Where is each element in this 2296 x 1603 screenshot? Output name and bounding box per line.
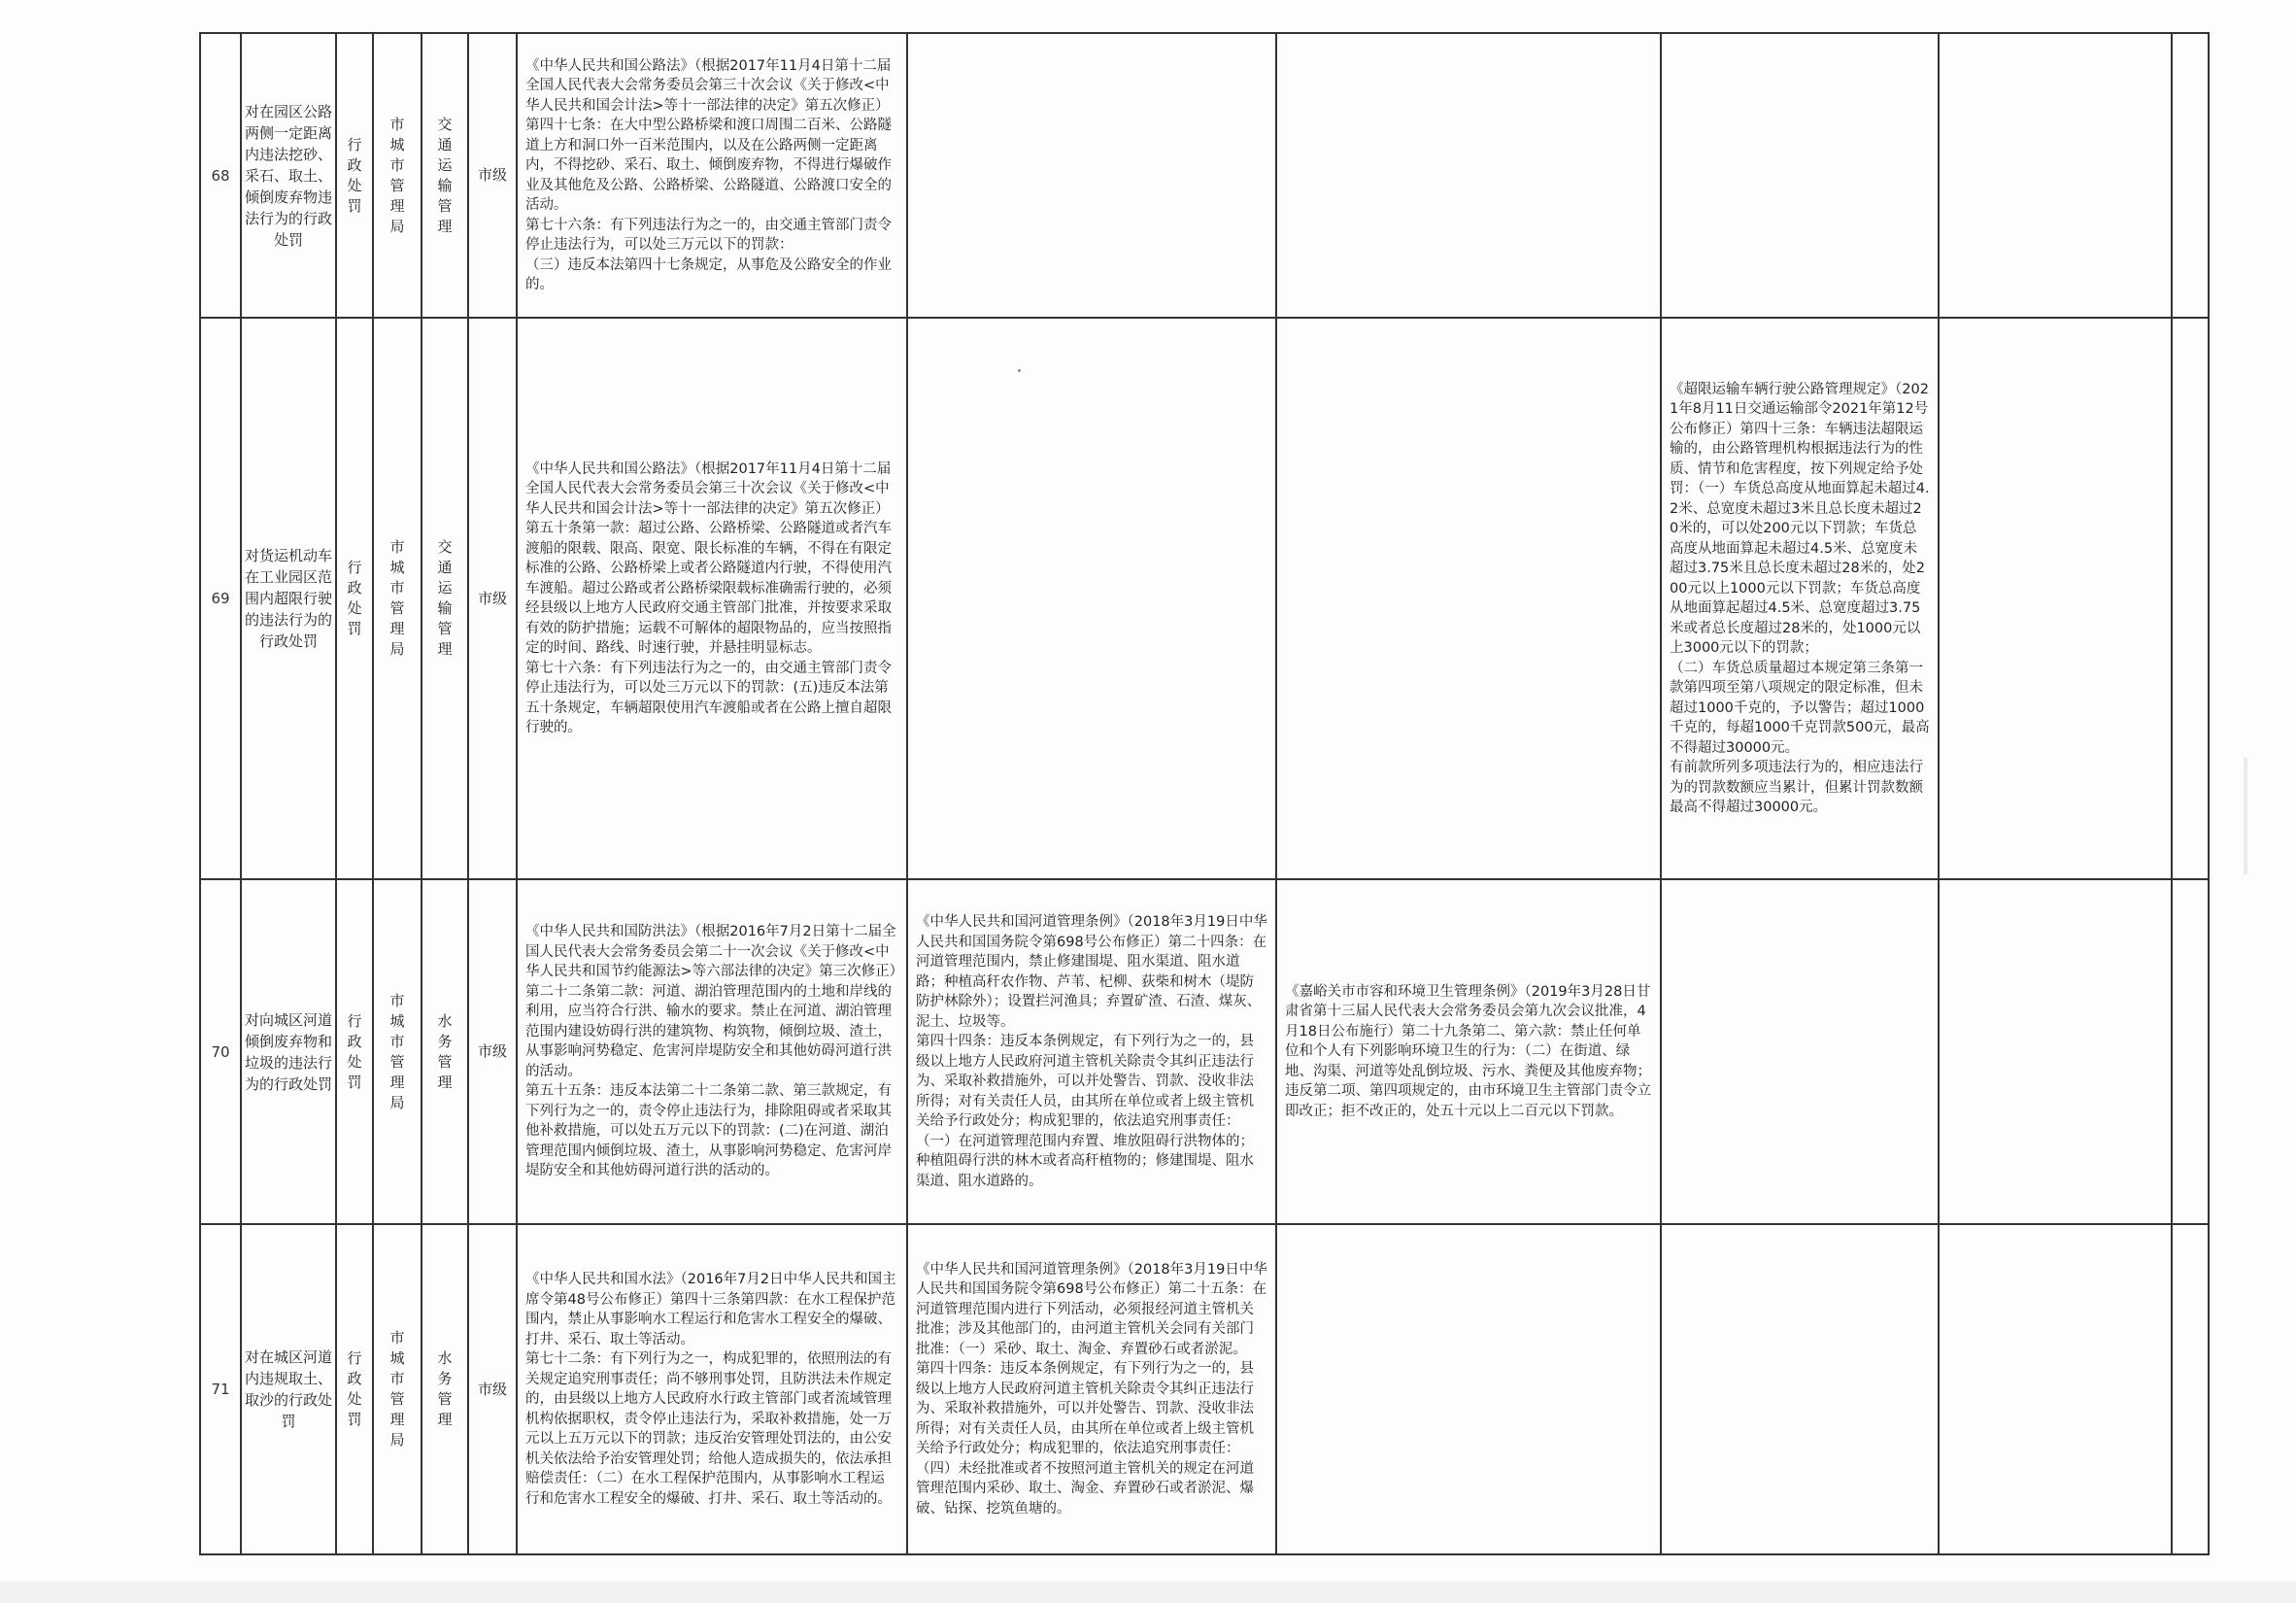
local-regulation-cell (1276, 318, 1661, 879)
level: 市级 (477, 1042, 507, 1060)
law-basis-cell (517, 879, 907, 1224)
table-row (200, 879, 2209, 1224)
empty-cell (1939, 318, 2172, 879)
empty-cell (2172, 33, 2209, 318)
department-cell (373, 318, 422, 879)
row-number: 71 (200, 1224, 241, 1554)
level-cell (468, 33, 517, 318)
row-number: 70 (200, 879, 241, 1224)
regulation-cell (907, 33, 1276, 318)
regulation-text: 《中华人民共和国河道管理条例》（2018年3月19日中华人民共和国国务院令第698号公布修正）第二十四条：在河道管理范围内，禁止修建围堤、阻水渠道、阻水道路；种植高秆农作物、芦苇、杞柳、荻柴和树木（堤防防护林除外）；设置拦河渔具；弃置矿渣、石渣、煤灰、泥土、垃圾等。 第四十四条：违反本条例规定，有下列行为之一的，县级以上地方人民政府河道主管机关除责令其纠正违法行为、采取补救措施外，可以并处警告、罚款、没收非法所得；对有关责任人员，由其所在单位或者上级主管机关给予行政处分；构成犯罪的，依法追究刑事责任：（一）在河道管理范围内弃置、堆放阻碍行洪物体的；种植阻碍行洪的林木或者高秆植物的；修建围堤、阻水渠道、阻水道路的。 (916, 914, 1267, 1189)
empty-cell (1939, 879, 2172, 1224)
law-basis-cell (517, 318, 907, 879)
power-type: 行政处罚 (347, 559, 362, 637)
power-type-cell (336, 1224, 373, 1554)
scan-artifact (2244, 758, 2247, 874)
law-basis-text: 《中华人民共和国防洪法》（根据2016年7月2日第十二届全国人民代表大会常务委员会第二十一次会议《关于修改<中华人民共和国节约能源法>等六部法律的决定》第三次修正）第二十二条第二款：河道、湖泊管理范围内的土地和岸线的利用，应当符合行洪、输水的要求。禁止在河道、湖泊管理范围内建设妨碍行洪的建筑物、构筑物，倾倒垃圾、渣土，从事影响河势稳定、危害河岸堤防安全和其他妨碍河道行洪的活动。 第五十五条：违反本法第二十二条第二款、第三款规定，有下列行为之一的，责令停止违法行为，排除阻碍或者采取其他补救措施，可以处五万元以下的罚款：(二)在河道、湖泊管理范围内倾倒垃圾、渣土，从事影响河势稳定、危害河岸堤防安全和其他妨碍河道行洪的活动的。 (525, 924, 896, 1179)
department: 市城市管理局 (389, 1329, 405, 1449)
domain: 交通运输管理 (437, 538, 453, 658)
rule-cell (1661, 33, 1939, 318)
power-list-table (199, 32, 2210, 1555)
level: 市级 (477, 166, 507, 184)
department: 市城市管理局 (389, 991, 405, 1111)
rule-cell (1661, 318, 1939, 879)
department-cell (373, 33, 422, 318)
level-cell (468, 1224, 517, 1554)
local-regulation-cell (1276, 33, 1661, 318)
table-row (200, 318, 2209, 879)
regulation-cell (907, 1224, 1276, 1554)
domain-cell (422, 879, 468, 1224)
local-regulation-cell (1276, 1224, 1661, 1554)
domain-cell (422, 33, 468, 318)
law-basis-text: 《中华人民共和国水法》（2016年7月2日中华人民共和国主席令第48号公布修正）第四十三条第四款：在水工程保护范围内，禁止从事影响水工程运行和危害水工程安全的爆破、打井、采石、取土等活动。 第七十二条：有下列行为之一，构成犯罪的，依照刑法的有关规定追究刑事责任；尚不够刑事处罚，且防洪法未作规定的，由县级以上地方人民政府水行政主管部门或者流域管理机构依据职权，责令停止违法行为，采取补救措施，处一万元以上五万元以下的罚款；违反治安管理处罚法的，由公安机关依法给予治安管理处罚；给他人造成损失的，依法承担赔偿责任：（二）在水工程保护范围内，从事影响水工程运行和危害水工程安全的爆破、打井、采石、取土等活动的。 (525, 1272, 896, 1507)
power-type-cell (336, 318, 373, 879)
law-basis-text: 《中华人民共和国公路法》（根据2017年11月4日第十二届全国人民代表大会常务委员会第三十次会议《关于修改<中华人民共和国会计法>等十一部法律的决定》第五次修正）第五十条第一款：超过公路、公路桥梁、公路隧道或者汽车渡船的限载、限高、限宽、限长标准的车辆，不得在有限定标准的公路、公路桥梁上或者公路隧道内行驶，不得使用汽车渡船。超过公路或者公路桥梁限载标准确需行驶的，必须经县级以上地方人民政府交通主管部门批准，并按要求采取有效的防护措施；运载不可解体的超限物品的，应当按照指定的时间、路线、时速行驶，并悬挂明显标志。 第七十六条：有下列违法行为之一的，由交通主管部门责令停止违法行为，可以处三万元以下的罚款：(五)违反本法第五十条规定，车辆超限使用汽车渡船或者在公路上擅自超限行驶的。 (525, 460, 892, 735)
power-type: 行政处罚 (347, 1349, 362, 1428)
law-basis-cell (517, 1224, 907, 1554)
empty-cell (2172, 879, 2209, 1224)
department: 市城市管理局 (389, 538, 405, 658)
domain: 交通运输管理 (437, 115, 453, 235)
local-regulation-cell (1276, 879, 1661, 1224)
level: 市级 (477, 1380, 507, 1398)
power-type: 行政处罚 (347, 1011, 362, 1091)
local-regulation-text: 《嘉峪关市市容和环境卫生管理条例》（2019年3月28日甘肃省第十三届人民代表大会常务委员会第九次会议批准，4月18日公布施行）第二十九条第二、第六款：禁止任何单位和个人有下列影响环境卫生的行为：（二）在街道、绿地、沟渠、河道等处乱倒垃圾、污水、粪便及其他废弃物；违反第二项、第四项规定的，由市环境卫生主管部门责令立即改正；拒不改正的，处五十元以上二百元以下罚款。 (1285, 983, 1651, 1119)
department-cell (373, 1224, 422, 1554)
domain: 水务管理 (437, 1011, 453, 1091)
empty-cell (2172, 318, 2209, 879)
table-row (200, 33, 2209, 318)
regulation-text: 《中华人民共和国河道管理条例》（2018年3月19日中华人民共和国国务院令第698号公布修正）第二十五条：在河道管理范围内进行下列活动，必须报经河道主管机关批准；涉及其他部门的，由河道主管机关会同有关部门批准：（一）采砂、取土、淘金、弃置砂石或者淤泥。 第四十四条：违反本条例规定，有下列行为之一的，县级以上地方人民政府河道主管机关除责令其纠正违法行为、采取补救措施外，可以并处警告、罚款、没收非法所得；对有关责任人员，由其所在单位或者上级主管机关给予行政处分；构成犯罪的，依法追究刑事责任：（四）未经批准或者不按照河道主管机关的规定在河道管理范围内采砂、取土、淘金、弃置砂石或者淤泥、爆破、钻探、挖筑鱼塘的。 (916, 1261, 1267, 1517)
department: 市城市管理局 (389, 115, 405, 235)
row-number: 69 (200, 318, 241, 879)
regulation-cell (907, 879, 1276, 1224)
item-name-cell (241, 879, 336, 1224)
law-basis-text: 《中华人民共和国公路法》（根据2017年11月4日第十二届全国人民代表大会常务委员会第三十次会议《关于修改<中华人民共和国会计法>等十一部法律的决定》第五次修正）第四十七条：在大中型公路桥梁和渡口周围二百米、公路隧道上方和洞口外一百米范围内，以及在公路两侧一定距离内，不得挖砂、采石、取土、倾倒废弃物，不得进行爆破作业及其他危及公路、公路桥梁、公路隧道、公路渡口安全的活动。 第七十六条：有下列违法行为之一的，由交通主管部门责令停止违法行为，可以处三万元以下的罚款： （三）违反本法第四十七条规定，从事危及公路安全的作业的。 (525, 57, 892, 292)
scan-bottom-band (0, 1582, 2296, 1603)
empty-cell (1939, 1224, 2172, 1554)
domain-cell (422, 1224, 468, 1554)
level: 市级 (477, 589, 507, 607)
table-row (200, 1224, 2209, 1554)
empty-cell (2172, 1224, 2209, 1554)
domain: 水务管理 (437, 1349, 453, 1428)
domain-cell (422, 318, 468, 879)
item-name: 对货运机动车在工业园区范围内超限行驶的违法行为的行政处罚 (245, 547, 333, 650)
level-cell (468, 318, 517, 879)
row-number: 68 (200, 33, 241, 318)
level-cell (468, 879, 517, 1224)
department-cell (373, 879, 422, 1224)
empty-cell (1939, 33, 2172, 318)
rule-cell (1661, 1224, 1939, 1554)
regulation-cell (907, 318, 1276, 879)
law-basis-cell (517, 33, 907, 318)
item-name: 对向城区河道倾倒废弃物和垃圾的违法行为的行政处罚 (245, 1010, 333, 1093)
rule-text: 《超限运输车辆行驶公路管理规定》（2021年8月11日交通运输部令2021年第12号公布修正）第四十三条：车辆违法超限运输的，由公路管理机构根据违法行为的性质、情节和危害程度，按下列规定给予处罚：（一）车货总高度从地面算起未超过4.2米、总宽度未超过3米且总长度未超过20米的，可以处200元以下罚款；车货总高度从地面算起未超过4.5米、总宽度未超过3.75米且总长度未超过28米的，处200元以上1000元以下罚款；车货总高度从地面算起超过4.5米、总宽度超过3.75米或者总长度超过28米的，处1000元以上3000元以下的罚款； （二）车货总质量超过本规定第三条第一款第四项至第八项规定的限定标准，但未超过1000千克的，予以警告；超过1000千克的，每超1000千克罚款500元，最高不得超过30000元。 有前款所列多项违法行为的，相应违法行为的罚款数额应当累计，但累计罚款数额最高不得超过30000元。 (1670, 381, 1930, 815)
power-type-cell (336, 879, 373, 1224)
item-name-cell (241, 318, 336, 879)
item-name: 对在园区公路两侧一定距离内违法挖砂、采石、取土、倾倒废弃物违法行为的行政处罚 (245, 102, 333, 249)
power-type: 行政处罚 (347, 135, 362, 215)
item-name-cell (241, 33, 336, 318)
item-name: 对在城区河道内违规取土、取沙的行政处罚 (245, 1348, 333, 1430)
power-type-cell (336, 33, 373, 318)
item-name-cell (241, 1224, 336, 1554)
rule-cell (1661, 879, 1939, 1224)
